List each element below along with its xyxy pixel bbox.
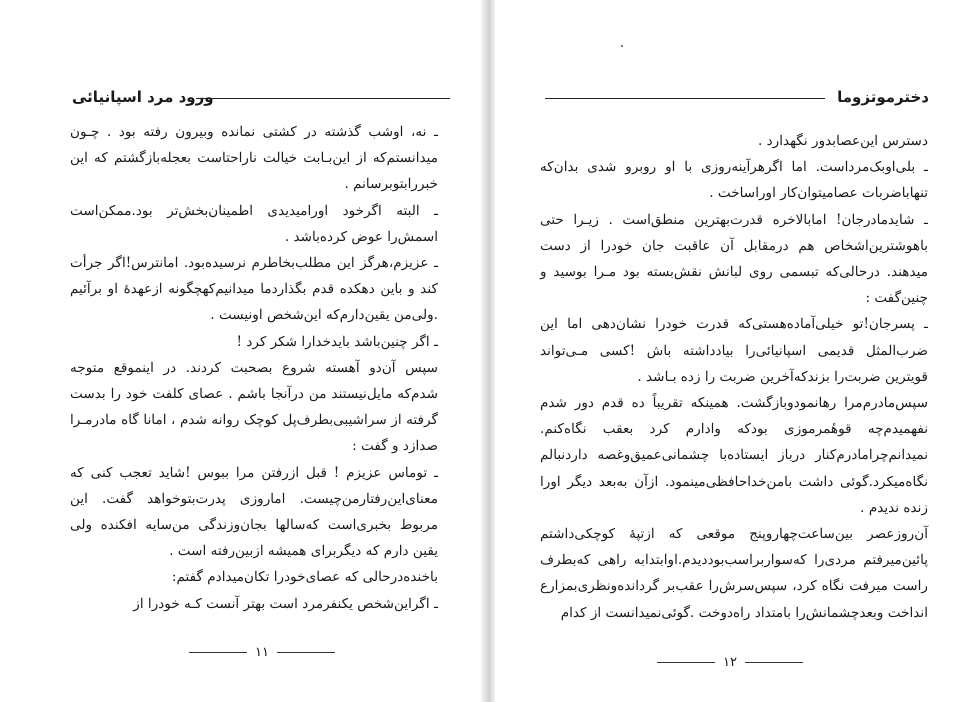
left-paragraph-4: ـ اگر چنین‌باشد بایدخدارا شکر کرد ! (236, 333, 438, 350)
left-paragraph-1: ـ نه، اوشب گذشته در کشتی نمانده وبیرون رفته بود . چـون میدانستم‌که از این‌بـابت خیالت ناراحتاست بعجله‌باز‌گشتم که این خبررابتوبرسانم . (70, 124, 438, 193)
right-paragraph-4: ـ پسرجان!تو خیلی‌آماده‌هستی‌که قدرت خودرا نشان‌دهی اما این ضرب‌المثل قدیمی اسپانیائی‌را بیادداشته باش !کسی مـی‌تواند قویترین ضربت‌را بزندکه‌آخرین ضربت را زده بـاشد . (540, 316, 928, 385)
right-page (495, 0, 961, 702)
left-footer-dash-left (189, 652, 247, 653)
right-paragraph-5: سپس‌مادرم‌مرا رهانمودوبازگشت. همینکه تقریباً ده قدم دور شدم نفهمیدم‌چه قوهٔمرموزی بود‌که وادارم کرد بعقب نگاه‌کنم. نمیدانم‌چرامادرم‌کنار درباز ایستاده‌با چشمانی‌عمیق‌وغصه داردنبالم نگاه‌میکرد.گوئی داشت بامن‌خداحافظی‌مینمود. ازآن به‌بعد دیگر اورا زنده ندیدم . (540, 395, 928, 516)
left-header-rule (196, 98, 450, 99)
left-paragraph-8: ـ اگراین‌شخص یکنفرمرد است بهتر آنست کـه خودرا از (133, 595, 438, 612)
left-paragraph-7: باخنده‌درحالی که عصای‌خودرا تکان‌میدادم گفتم: (171, 569, 438, 586)
right-paragraph-3: ـ شایدمادرجان! امابالاخره قدرت‌بهترین منطق‌است . زیـرا حتی باهوشترین‌اشخاص هم درمقابل آن عاقبت جان خودرا از دست میدهند. درحالی‌که تبسمی روی لبانش نقش‌بسته بود مـرا بوسید و چنین‌گفت : (540, 211, 928, 307)
right-page-number: ۱۲ (723, 654, 737, 670)
right-paragraph-1: دسترس این‌عصابدور نگهدارد . (757, 133, 928, 149)
left-paragraph-5: سپس آن‌دو آهسته شروع بصحبت کردند. در اینموقع متوجه شدم‌که مایل‌نیستند من درآنجا باشم . عصای کلفت خود را بدست گرفته از سراشیبی‌بطرف‌پل کوچک روانه شدم ، امانا گاه مادرمـرا صدازد و گفت : (70, 359, 438, 455)
paper-speck (621, 45, 623, 47)
right-page-body (540, 128, 928, 626)
right-header-title: دخترموتزوما (837, 88, 929, 106)
left-footer-dash-right (277, 652, 335, 653)
left-header-title: ورود مرد اسپانیائی (72, 88, 214, 106)
right-header-rule (545, 98, 825, 99)
left-paragraph-3: ـ عزیزم،هرگز این مطلب‌بخاطرم نرسیده‌بود. امانترس!اگر جرأت کند و باین دهکده قدم بگذاردما میدانیم‌کهچگونه ازعهدهٔ او برآئیم .ولی‌من یقین‌دارم‌که این‌شخص اونیست . (70, 255, 438, 324)
left-paragraph-2: ـ البته اگرخود اورامیدیدی اطمینان‌بخش‌تر بود.ممکن‌است اسمش‌را عوض کرده‌باشد . (70, 202, 438, 245)
right-page-footer (645, 652, 815, 672)
left-page-footer (172, 642, 352, 662)
right-paragraph-2: ـ بلی‌اوبک‌مرداست. اما اگرهرآینه‌روزی با او روبرو شدی بدان‌که تنهابا‌ضربات عصامیتوان‌کار اوراساخت . (540, 159, 928, 202)
left-page-body (70, 119, 438, 617)
right-running-header (535, 88, 935, 112)
right-footer-dash-right (745, 662, 803, 663)
left-running-header (60, 88, 450, 112)
book-gutter (481, 0, 495, 702)
left-page-number: ۱۱ (255, 644, 269, 660)
left-paragraph-6: ـ توماس عزیزم ! قبل ازرفتن مرا ببوس !شاید تعجب کنی که معنای‌این‌رفتارمن‌چیست. اماروزی پدرت‌بتوخواهد گفت. این مربوط بخبری‌است که‌سالها بجان‌وزندگی من‌سایه افکنده ولی یقین دارم که دیگربرای همیشه ازبین‌رفته است . (70, 464, 438, 560)
right-footer-dash-left (657, 662, 715, 663)
right-paragraph-6: آن‌روزعصر بین‌ساعت‌چهاروپنج موقعی که ازتپهٔ کوچکی‌داشتم پائین‌میرفتم مردی‌را که‌سواربراسب‌بوددیدم.اوابتدابه راهی که‌بطرف راست میرفت نگاه کرد، سپس‌سرش‌را عقب‌بر گردانده‌ونظری‌بمزارع انداخت وبعدچشمانش‌را بامتداد راه‌دوخت .گوئی‌نمیدانست از کدام (540, 526, 928, 621)
